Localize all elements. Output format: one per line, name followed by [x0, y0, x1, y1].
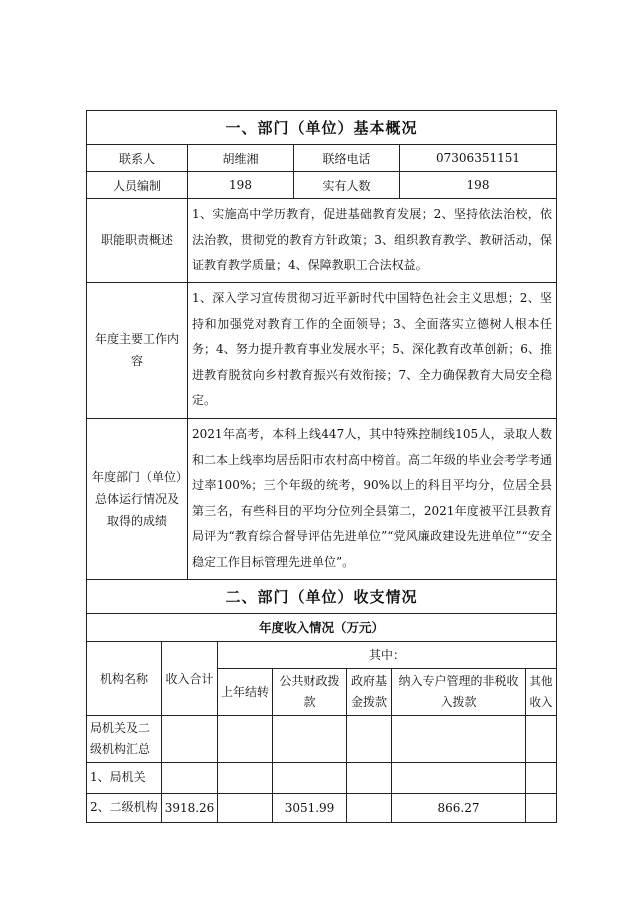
row-public-finance: [273, 715, 347, 762]
income-table: [86, 613, 557, 823]
row-total: [162, 762, 218, 793]
row-gov-fund: [347, 762, 392, 793]
row-carryover: [218, 793, 273, 822]
header-other: 其他收入: [526, 668, 557, 715]
row-other: [526, 715, 557, 762]
actual-staff-label: 实有人数: [294, 172, 400, 199]
table-row: [87, 762, 557, 793]
actual-staff-value: 198: [400, 172, 557, 199]
phone-value: 07306351151: [400, 145, 557, 172]
header-carryover: 上年结转: [218, 668, 273, 715]
row-carryover: [218, 762, 273, 793]
header-total: 收入合计: [162, 641, 218, 715]
header-special-nontax: 纳入专户管理的非税收入拨款: [392, 668, 526, 715]
table-row: [87, 715, 557, 762]
row-public-finance: 3051.99: [273, 793, 347, 822]
row-gov-fund: [347, 715, 392, 762]
section1-title: 一、部门（单位）基本概况: [87, 111, 557, 145]
achievements-label: 年度部门（单位）总体运行情况及取得的成绩: [87, 418, 188, 579]
header-among: 其中：: [218, 641, 557, 668]
row-total: [162, 715, 218, 762]
basic-info-table: [86, 110, 557, 614]
annual-work-text: 1、深入学习宣传贯彻习近平新时代中国特色社会主义思想；2、坚持和加强党对教育工作的全面领导；3、全面落实立德树人根本任务；4、努力提升教育事业发展水平；5、深化教育改革创新；6、推进教育脱贫向乡村教育振兴有效衔接；7、全力确保教育大局安全稳定。: [188, 282, 557, 418]
row-gov-fund: [347, 793, 392, 822]
row-special-nontax: [392, 762, 526, 793]
row-public-finance: [273, 762, 347, 793]
staff-value: 198: [188, 172, 294, 199]
row-org: 局机关及二级机构汇总: [87, 715, 162, 762]
header-org: 机构名称: [87, 641, 162, 715]
document-page: [86, 110, 556, 823]
income-title: 年度收入情况（万元）: [87, 613, 557, 641]
duties-text: 1、实施高中学历教育，促进基础教育发展；2、坚持依法治校，依法治教，贯彻党的教育方针政策；3、组织教育教学、教研活动，保证教育教学质量；4、保障教职工合法权益。: [188, 199, 557, 283]
achievements-text: 2021年高考，本科上线447人，其中特殊控制线105人，录取人数和二本上线率均居岳阳市农村高中榜首。高二年级的毕业会考学考通过率100%；三个年级的统考，90%以上的科目平均分，位居全县第三名，有些科目的平均分位列全县第二，2021年度被平江县教育局评为“教育综合督导评估先进单位”“党风廉政建设先进单位”“安全稳定工作目标管理先进单位”。: [188, 418, 557, 579]
row-org: 1、局机关: [87, 762, 162, 793]
row-other: [526, 793, 557, 822]
section2-title: 二、部门（单位）收支情况: [87, 579, 557, 613]
annual-work-label: 年度主要工作内容: [87, 282, 188, 418]
table-row: [87, 793, 557, 822]
row-special-nontax: 866.27: [392, 793, 526, 822]
duties-label: 职能职责概述: [87, 199, 188, 283]
phone-label: 联络电话: [294, 145, 400, 172]
row-other: [526, 762, 557, 793]
staff-label: 人员编制: [87, 172, 188, 199]
contact-label: 联系人: [87, 145, 188, 172]
row-special-nontax: [392, 715, 526, 762]
contact-value: 胡维湘: [188, 145, 294, 172]
row-carryover: [218, 715, 273, 762]
row-total: 3918.26: [162, 793, 218, 822]
header-public-finance: 公共财政拨款: [273, 668, 347, 715]
header-gov-fund: 政府基金拨款: [347, 668, 392, 715]
row-org: 2、二级机构: [87, 793, 162, 822]
